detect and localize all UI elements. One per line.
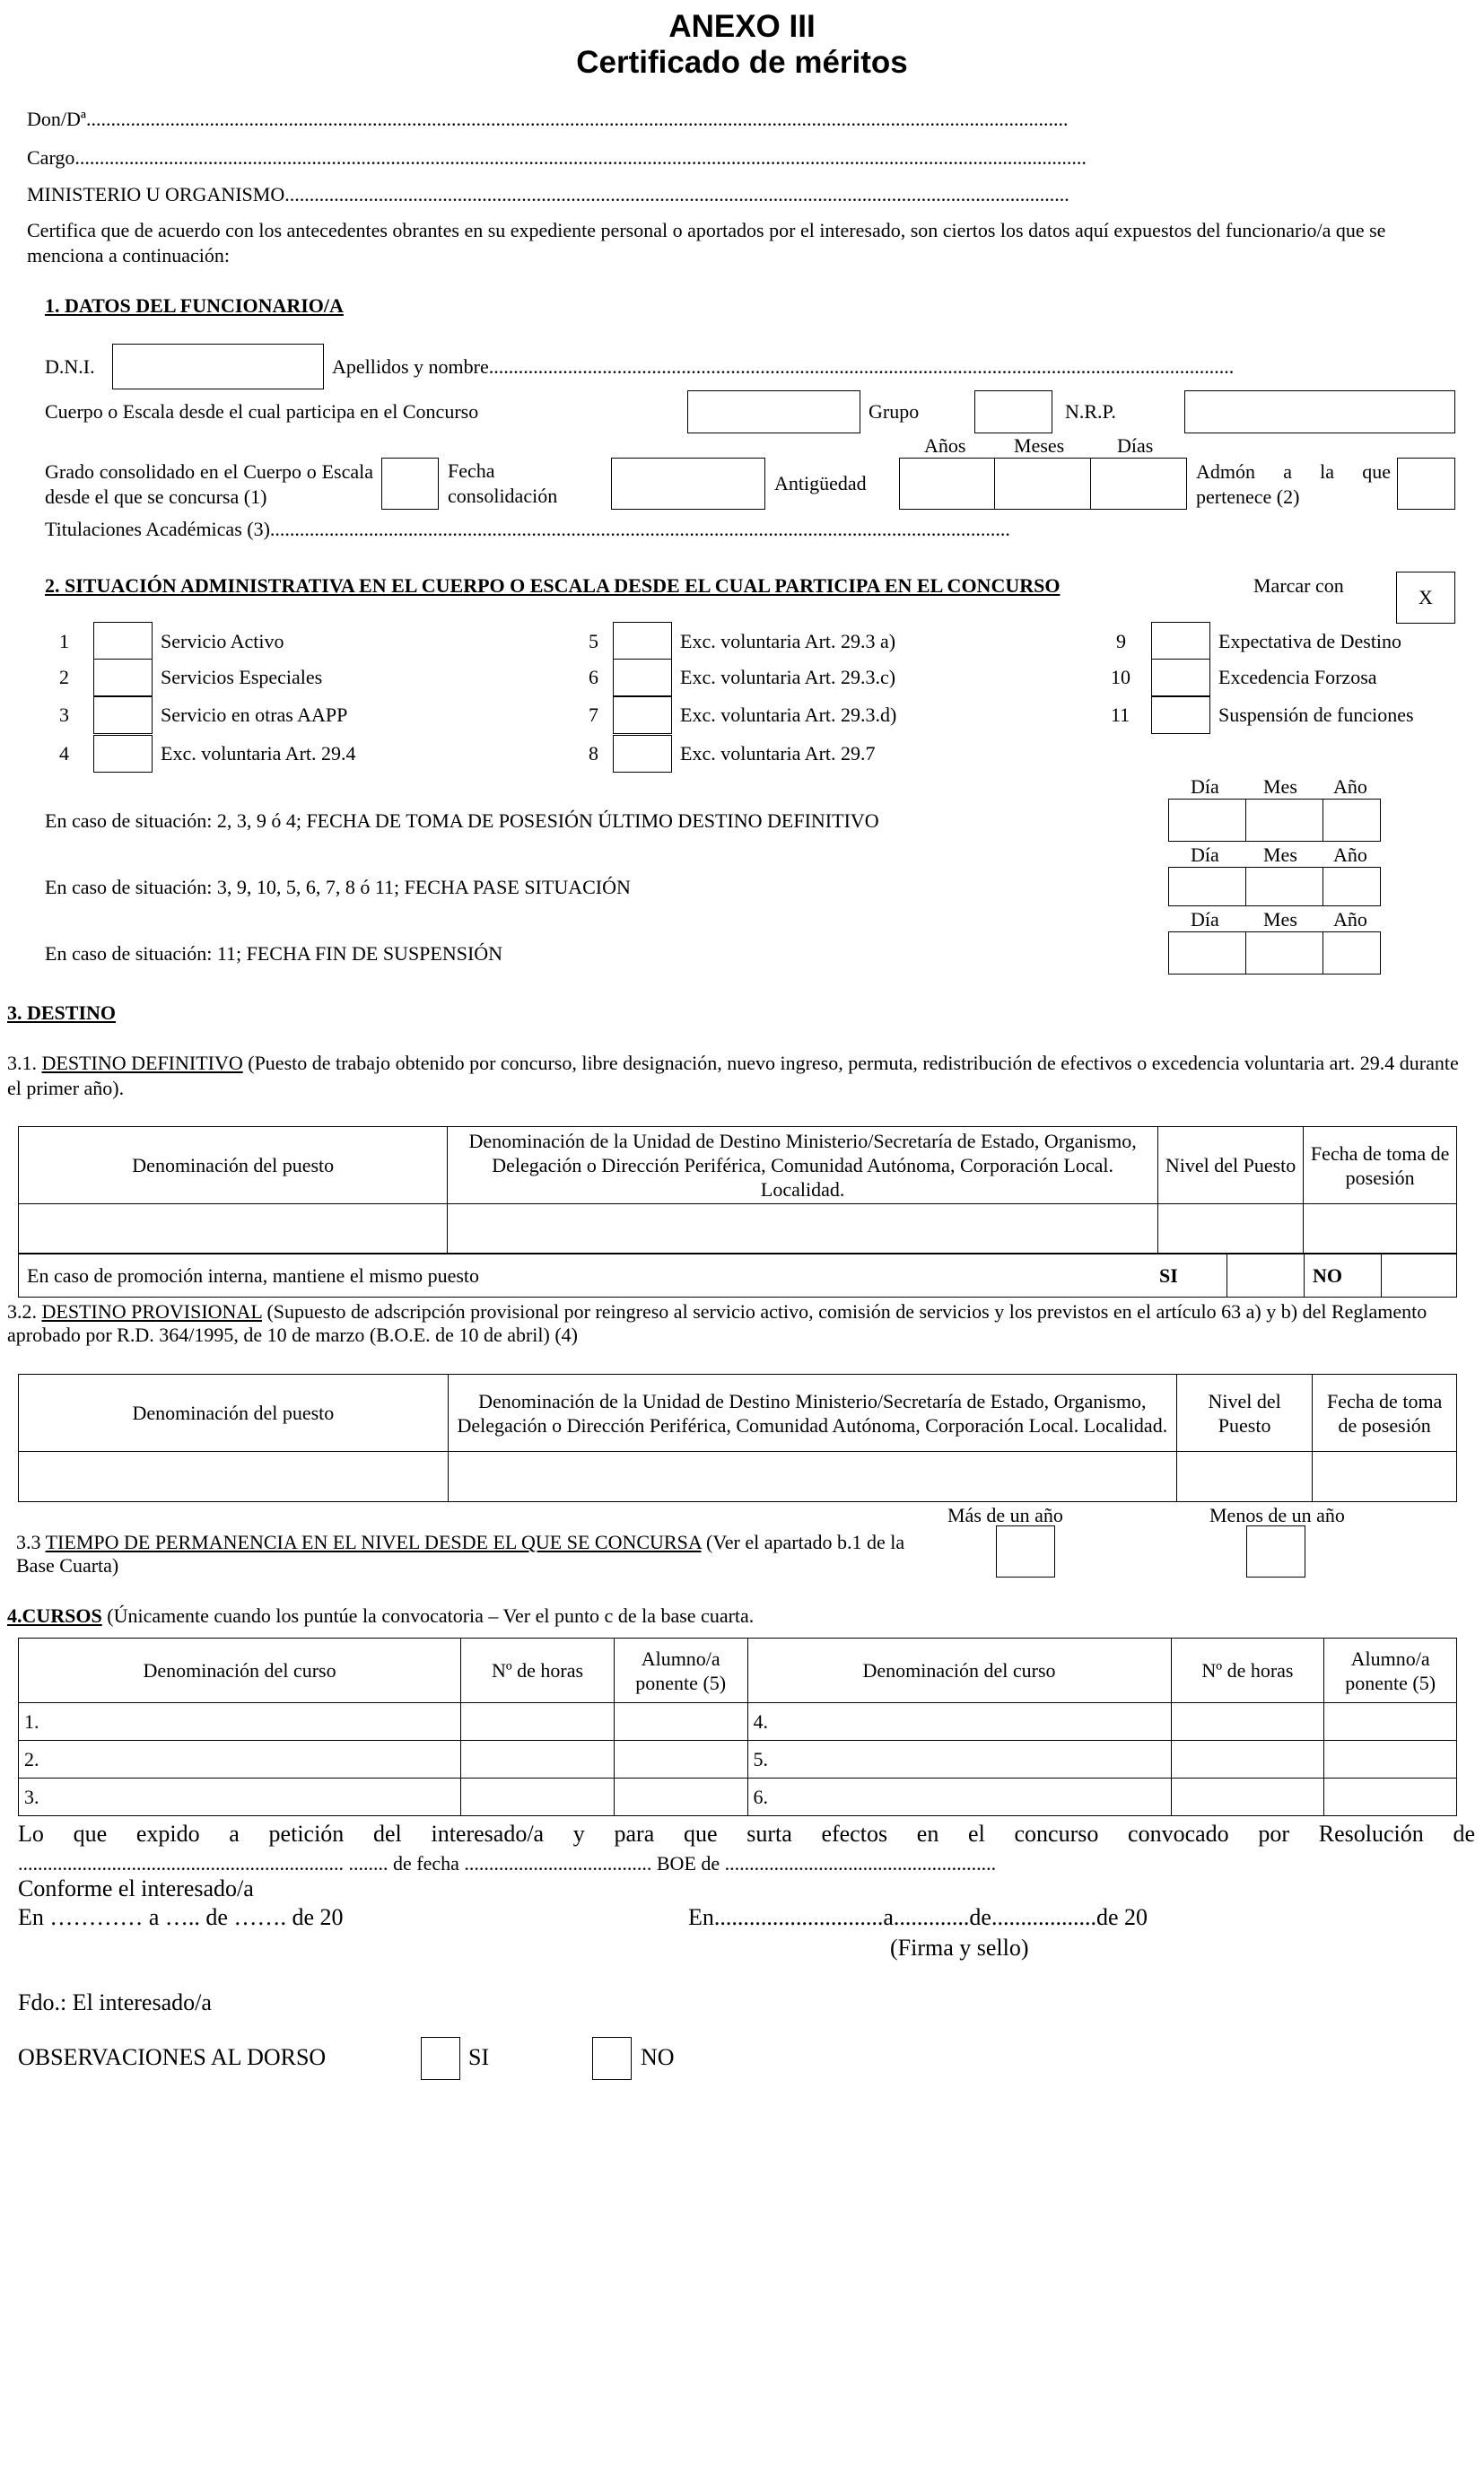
destino-definitivo-text: (Puesto de trabajo obtenido por concurso, libre designación, nuevo ingreso, permuta, redistribución de efectivos o excedencia voluntaria art. 29.4 durante el primer año). — [7, 1052, 1459, 1099]
mes-label: Mes — [1263, 775, 1297, 798]
dias-label: Días — [1117, 434, 1154, 457]
caso-3-dia-field[interactable] — [1168, 931, 1246, 975]
cell-denominacion-puesto[interactable] — [19, 1204, 448, 1254]
dni-field[interactable] — [112, 344, 324, 389]
situacion-label: Servicio en otras AAPP — [161, 704, 348, 726]
situacion-checkbox-11[interactable] — [1151, 696, 1210, 734]
grado-label: Grado consolidado en el Cuerpo o Escala desde el que se concursa (1) — [45, 460, 373, 508]
table-row — [19, 1779, 1457, 1816]
curso-cell[interactable]: 6. — [747, 1779, 1171, 1816]
dni-label: D.N.I. — [45, 355, 95, 378]
don-line[interactable]: Don/Dª....................................................................................................................................................................................................... — [27, 108, 1069, 130]
caso-1-dia-field[interactable] — [1168, 799, 1246, 842]
promocion-si-label: SI — [1159, 1264, 1178, 1287]
horas-cell[interactable] — [461, 1703, 615, 1741]
promocion-no-field[interactable] — [1381, 1253, 1457, 1298]
cell-denominacion-puesto[interactable] — [19, 1452, 449, 1502]
situacion-checkbox-7[interactable] — [613, 696, 672, 734]
destino-definitivo-table — [18, 1126, 1457, 1254]
horas-cell[interactable] — [1171, 1741, 1324, 1779]
firma-sello-label: (Firma y sello) — [890, 1935, 1029, 1961]
section-3-title: 3. DESTINO — [7, 1001, 117, 1024]
destino-provisional-table — [18, 1374, 1457, 1502]
nrp-field[interactable] — [1184, 390, 1455, 433]
promocion-si-field[interactable] — [1226, 1253, 1305, 1298]
col-denominacion-puesto: Denominación del puesto — [19, 1375, 449, 1452]
situacion-label: Exc. voluntaria Art. 29.3.c) — [680, 666, 896, 688]
situacion-num: 4 — [59, 742, 69, 765]
curso-cell[interactable]: 5. — [747, 1741, 1171, 1779]
situacion-num: 1 — [59, 630, 69, 652]
destino-provisional-text: (Supuesto de adscripción provisional por reingreso al servicio activo, comisión de servicios y los previstos en el artículo 63 a) y b) del Reglamento aprobado por R.D. 364/1995, de 10 de marzo (B.O.E. de 10 de abril) (4) — [7, 1300, 1427, 1346]
alumno-cell[interactable] — [1324, 1779, 1457, 1816]
section-4-title — [7, 1604, 754, 1628]
page-title: ANEXO III — [668, 9, 816, 44]
situacion-label: Servicio Activo — [161, 630, 284, 652]
tiempo-permanencia-text: (Ver el apartado b.1 de la Base Cuarta) — [16, 1531, 905, 1577]
antiguedad-anos-field[interactable] — [899, 458, 995, 510]
alumno-cell[interactable] — [614, 1703, 747, 1741]
caso-2-label: En caso de situación: 3, 9, 10, 5, 6, 7, 8 ó 11; FECHA PASE SITUACIÓN — [45, 876, 631, 898]
dia-label: Día — [1191, 908, 1219, 931]
col-horas: Nº de horas — [461, 1639, 615, 1703]
promocion-label: En caso de promoción interna, mantiene el mismo puesto — [27, 1264, 480, 1287]
col-denominacion-puesto: Denominación del puesto — [19, 1127, 448, 1204]
tiempo-permanencia-desc — [16, 1531, 940, 1578]
destino-definitivo-desc — [7, 1051, 1470, 1101]
situacion-label: Exc. voluntaria Art. 29.4 — [161, 742, 356, 765]
resolucion-line[interactable]: .................................................................. ........ de fecha ...................................... BOE de ....................................................... — [18, 1852, 997, 1875]
caso-1-mes-field[interactable] — [1245, 799, 1323, 842]
fecha-consolidacion-field[interactable] — [611, 458, 765, 510]
caso-1-ano-field[interactable] — [1323, 799, 1381, 842]
alumno-cell[interactable] — [614, 1741, 747, 1779]
caso-3-mes-field[interactable] — [1245, 931, 1323, 975]
curso-cell[interactable]: 4. — [747, 1703, 1171, 1741]
cursos-heading: 4.CURSOS — [7, 1604, 102, 1627]
col-nivel-puesto: Nivel del Puesto — [1176, 1375, 1312, 1452]
section-2-title: 2. SITUACIÓN ADMINISTRATIVA EN EL CUERPO O ESCALA DESDE EL CUAL PARTICIPA EN EL CONCURSO — [45, 574, 1061, 597]
grupo-field[interactable] — [974, 390, 1052, 433]
horas-cell[interactable] — [461, 1779, 615, 1816]
situacion-label: Exc. voluntaria Art. 29.7 — [680, 742, 876, 765]
situacion-checkbox-4[interactable] — [93, 735, 153, 773]
fecha-consolidacion-label-1: Fecha — [448, 459, 495, 482]
situacion-num: 7 — [589, 704, 598, 726]
destino-provisional-desc — [7, 1300, 1479, 1347]
en-left-line[interactable]: En ………… a ….. de ……. de 20 — [18, 1904, 344, 1930]
cell-nivel-puesto[interactable] — [1157, 1204, 1304, 1254]
col-horas: Nº de horas — [1171, 1639, 1324, 1703]
destino-definitivo-heading: DESTINO DEFINITIVO — [41, 1052, 243, 1074]
ano-label: Año — [1333, 843, 1367, 866]
caso-3-ano-field[interactable] — [1323, 931, 1381, 975]
caso-1-label: En caso de situación: 2, 3, 9 ó 4; FECHA DE TOMA DE POSESIÓN ÚLTIMO DESTINO DEFINITIVO — [45, 809, 879, 832]
marcar-x-sample — [1396, 572, 1455, 624]
nrp-label: N.R.P. — [1065, 400, 1116, 423]
observaciones-si-label: SI — [468, 2044, 490, 2070]
situacion-checkbox-9[interactable] — [1151, 622, 1210, 660]
menos-de-un-ano-checkbox[interactable] — [1246, 1525, 1305, 1578]
dia-label: Día — [1191, 843, 1219, 866]
cursos-table — [18, 1638, 1457, 1816]
caso-2-mes-field[interactable] — [1245, 867, 1323, 906]
table-row — [19, 1703, 1457, 1741]
destino-provisional-num: 3.2. — [7, 1300, 42, 1323]
antiguedad-label: Antigüedad — [774, 472, 867, 494]
situacion-label: Servicios Especiales — [161, 666, 323, 688]
fecha-consolidacion-label-2: consolidación — [448, 485, 558, 507]
observaciones-label: OBSERVACIONES AL DORSO — [18, 2044, 327, 2070]
fdo-label: Fdo.: El interesado/a — [18, 1989, 212, 2015]
page-subtitle: Certificado de méritos — [576, 45, 908, 80]
x-mark: X — [1419, 586, 1433, 608]
en-right-line[interactable]: En.............................a.............de..................de 20 — [688, 1904, 1148, 1930]
col-fecha-posesion: Fecha de toma de posesión — [1313, 1375, 1457, 1452]
horas-cell[interactable] — [461, 1741, 615, 1779]
col-fecha-posesion: Fecha de toma de posesión — [1304, 1127, 1457, 1204]
admon-label: Admón a la que pertenece (2) — [1196, 460, 1391, 508]
destino-provisional-heading: DESTINO PROVISIONAL — [41, 1300, 262, 1323]
cell-unidad-destino[interactable] — [448, 1452, 1176, 1502]
situacion-checkbox-2[interactable] — [93, 659, 153, 696]
destino-definitivo-num: 3.1. — [7, 1052, 42, 1074]
situacion-label: Suspensión de funciones — [1218, 704, 1414, 726]
col-curso: Denominación del curso — [747, 1639, 1171, 1703]
titulaciones-line[interactable]: Titulaciones Académicas (3)...................................................................................................................................................... — [45, 518, 1010, 540]
situacion-num: 8 — [589, 742, 598, 765]
col-unidad-destino: Denominación de la Unidad de Destino Ministerio/Secretaría de Estado, Organismo, Delegación o Dirección Periférica, Comunidad Autónoma, Corporación Local. Localidad. — [448, 1127, 1157, 1204]
caso-2-dia-field[interactable] — [1168, 867, 1246, 906]
situacion-label: Expectativa de Destino — [1218, 630, 1402, 652]
dia-label: Día — [1191, 775, 1219, 798]
cell-nivel-puesto[interactable] — [1176, 1452, 1312, 1502]
expido-text: Lo que expido a petición del interesado/a y para que surta efectos en el concurso convocado por Resolución de — [18, 1821, 1475, 1847]
ano-label: Año — [1333, 775, 1367, 798]
situacion-num: 3 — [59, 704, 69, 726]
caso-2-ano-field[interactable] — [1323, 867, 1381, 906]
cell-unidad-destino[interactable] — [448, 1204, 1157, 1254]
mes-label: Mes — [1263, 908, 1297, 931]
mas-de-un-ano-checkbox[interactable] — [996, 1525, 1055, 1578]
conforme-label: Conforme el interesado/a — [18, 1875, 254, 1901]
horas-cell[interactable] — [1171, 1703, 1324, 1741]
cell-fecha-posesion[interactable] — [1313, 1452, 1457, 1502]
antiguedad-dias-field[interactable] — [1090, 458, 1187, 510]
mes-label: Mes — [1263, 843, 1297, 866]
cell-fecha-posesion[interactable] — [1304, 1204, 1457, 1254]
curso-cell[interactable]: 1. — [19, 1703, 461, 1741]
certifica-text: Certifica que de acuerdo con los antecedentes obrantes en su expediente personal o aportados por el interesado, son ciertos los datos aquí expuestos del funcionario/a que se menciona a continuación: — [27, 219, 1386, 267]
horas-cell[interactable] — [1171, 1779, 1324, 1816]
grupo-label: Grupo — [869, 400, 920, 423]
meses-label: Meses — [1014, 434, 1065, 457]
section-1-title: 1. DATOS DEL FUNCIONARIO/A — [45, 294, 344, 317]
situacion-checkbox-1[interactable] — [93, 622, 153, 660]
situacion-num: 6 — [589, 666, 598, 688]
admon-field[interactable] — [1397, 458, 1455, 510]
tiempo-permanencia-heading: TIEMPO DE PERMANENCIA EN EL NIVEL DESDE EL QUE SE CONCURSA — [45, 1531, 702, 1553]
cuerpo-label: Cuerpo o Escala desde el cual participa en el Concurso — [45, 400, 479, 423]
curso-cell[interactable]: 2. — [19, 1741, 461, 1779]
cursos-desc: (Únicamente cuando los puntúe la convocatoria – Ver el punto c de la base cuarta. — [101, 1604, 755, 1627]
situacion-num: 5 — [589, 630, 598, 652]
situacion-num: 2 — [59, 666, 69, 688]
anos-label: Años — [924, 434, 966, 457]
col-alumno-ponente: Alumno/a ponente (5) — [614, 1639, 747, 1703]
situacion-checkbox-5[interactable] — [613, 622, 672, 660]
situacion-checkbox-6[interactable] — [613, 659, 672, 696]
situacion-checkbox-8[interactable] — [613, 735, 672, 773]
col-nivel-puesto: Nivel del Puesto — [1157, 1127, 1304, 1204]
cuerpo-field[interactable] — [687, 390, 860, 433]
observaciones-si-checkbox[interactable] — [421, 2037, 460, 2080]
situacion-label: Exc. voluntaria Art. 29.3 a) — [680, 630, 896, 652]
menos-de-un-ano-label: Menos de un año — [1209, 1504, 1345, 1526]
situacion-num: 9 — [1116, 630, 1126, 652]
situacion-num: 10 — [1111, 666, 1130, 688]
antiguedad-meses-field[interactable] — [994, 458, 1091, 510]
observaciones-no-checkbox[interactable] — [592, 2037, 632, 2080]
ano-label: Año — [1333, 908, 1367, 931]
situacion-checkbox-3[interactable] — [93, 696, 153, 734]
ministerio-line[interactable]: MINISTERIO U ORGANISMO............................................................................................................................................................... — [27, 183, 1069, 205]
marcar-con-label: Marcar con — [1253, 574, 1344, 597]
situacion-label: Excedencia Forzosa — [1218, 666, 1377, 688]
observaciones-no-label: NO — [641, 2044, 675, 2070]
tiempo-permanencia-num: 3.3 — [16, 1531, 46, 1553]
promocion-no-label: NO — [1313, 1264, 1342, 1287]
apellidos-line[interactable]: Apellidos y nombre....................................................................................................................................................... — [332, 355, 1235, 378]
grado-field[interactable] — [381, 458, 439, 510]
curso-cell[interactable]: 3. — [19, 1779, 461, 1816]
situacion-checkbox-10[interactable] — [1151, 659, 1210, 696]
table-row — [19, 1741, 1457, 1779]
situacion-label: Exc. voluntaria Art. 29.3.d) — [680, 704, 897, 726]
col-unidad-destino: Denominación de la Unidad de Destino Ministerio/Secretaría de Estado, Organismo, Delegación o Dirección Periférica, Comunidad Autónoma, Corporación Local. Localidad. — [448, 1375, 1176, 1452]
cargo-line[interactable]: Cargo............................................................................................................................................................................................................. — [27, 146, 1087, 169]
col-alumno-ponente: Alumno/a ponente (5) — [1324, 1639, 1457, 1703]
mas-de-un-ano-label: Más de un año — [947, 1504, 1063, 1526]
col-curso: Denominación del curso — [19, 1639, 461, 1703]
alumno-cell[interactable] — [614, 1779, 747, 1816]
alumno-cell[interactable] — [1324, 1703, 1457, 1741]
alumno-cell[interactable] — [1324, 1741, 1457, 1779]
caso-3-label: En caso de situación: 11; FECHA FIN DE SUSPENSIÓN — [45, 942, 503, 965]
situacion-num: 11 — [1111, 704, 1130, 726]
